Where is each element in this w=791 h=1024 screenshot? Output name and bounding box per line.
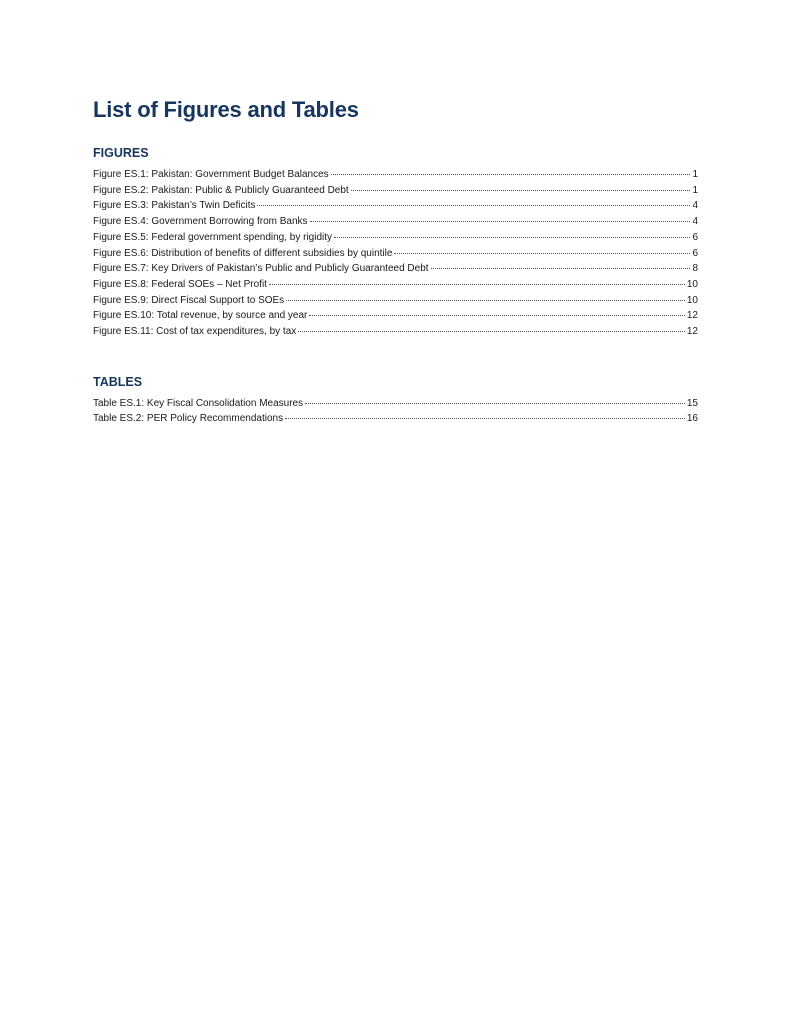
- table-entry-label: Table ES.2: PER Policy Recommendations: [93, 413, 284, 425]
- figure-entry-page-number: 1: [692, 169, 698, 180]
- figure-entry-page-number: 6: [692, 247, 698, 259]
- figure-entry-label: Figure ES.11: Cost of tax expenditures, by tax: [93, 326, 297, 338]
- dot-leader: [298, 330, 685, 332]
- table-entry-page-number: 16: [686, 413, 698, 425]
- table-entry-label: Table ES.1: Key Fiscal Consolidation Measures: [93, 397, 304, 409]
- figure-entry[interactable]: [93, 183, 698, 199]
- figure-entry-label: Figure ES.10: Total revenue, by source and year: [93, 310, 308, 322]
- dot-leader: [285, 417, 685, 419]
- dot-leader: [351, 189, 691, 191]
- figure-entry[interactable]: [93, 214, 698, 230]
- page-title: List of Figures and Tables: [93, 97, 359, 122]
- figure-entry[interactable]: [93, 198, 698, 214]
- figure-entry[interactable]: [93, 293, 698, 309]
- figure-entry-label: Figure ES.3: Pakistan’s Twin Deficits: [93, 200, 256, 212]
- dot-leader: [334, 236, 690, 238]
- dot-leader: [310, 220, 691, 222]
- tables-list: [93, 396, 698, 427]
- figure-entry[interactable]: [93, 261, 698, 277]
- figure-entry[interactable]: [93, 308, 698, 324]
- figure-entry-label: Figure ES.6: Distribution of benefits of different subsidies by quintile: [93, 247, 393, 259]
- dot-leader: [257, 204, 690, 206]
- dot-leader: [286, 299, 685, 301]
- figure-entry-label: Figure ES.4: Government Borrowing from Banks: [93, 216, 308, 228]
- figure-entry-page-number: 8: [692, 263, 698, 275]
- figure-entry-page-number: 4: [692, 200, 698, 212]
- figure-entry-page-number: 6: [692, 231, 698, 243]
- figure-entry[interactable]: [93, 324, 698, 340]
- dot-leader: [269, 283, 685, 285]
- figure-entry-label: Figure ES.7: Key Drivers of Pakistan’s Public and Publicly Guaranteed Debt: [93, 263, 429, 275]
- dot-leader: [305, 402, 685, 404]
- dot-leader: [309, 314, 684, 316]
- figure-entry-label: Figure ES.5: Federal government spending, by rigidity: [93, 231, 333, 243]
- figure-entry-label: Figure ES.8: Federal SOEs – Net Profit: [93, 278, 267, 290]
- figure-entry[interactable]: [93, 277, 698, 293]
- table-entry[interactable]: [93, 411, 698, 427]
- figure-entry[interactable]: [93, 246, 698, 262]
- figure-entry-page-number: 10: [686, 278, 698, 290]
- figure-entry-label: Figure ES.1: Pakistan: Government Budget Balances: [93, 169, 329, 180]
- figure-entry[interactable]: [93, 230, 698, 246]
- figure-entry-label: Figure ES.9: Direct Fiscal Support to SOEs: [93, 294, 285, 306]
- table-entry-page-number: 15: [686, 397, 698, 409]
- figure-entry-page-number: 12: [686, 326, 698, 338]
- figure-entry-label: Figure ES.2: Pakistan: Public & Publicly Guaranteed Debt: [93, 184, 349, 196]
- figure-entry[interactable]: [93, 167, 698, 183]
- figure-entry-page-number: 12: [686, 310, 698, 322]
- figures-heading: FIGURES: [93, 146, 149, 160]
- dot-leader: [331, 173, 691, 175]
- figures-list: [93, 167, 698, 340]
- tables-heading: TABLES: [93, 374, 143, 389]
- page-content: [93, 93, 698, 427]
- dot-leader: [394, 252, 690, 254]
- figure-entry-page-number: 1: [692, 184, 698, 196]
- table-entry[interactable]: [93, 396, 698, 412]
- figure-entry-page-number: 4: [692, 216, 698, 228]
- figure-entry-page-number: 10: [686, 294, 698, 306]
- dot-leader: [431, 267, 691, 269]
